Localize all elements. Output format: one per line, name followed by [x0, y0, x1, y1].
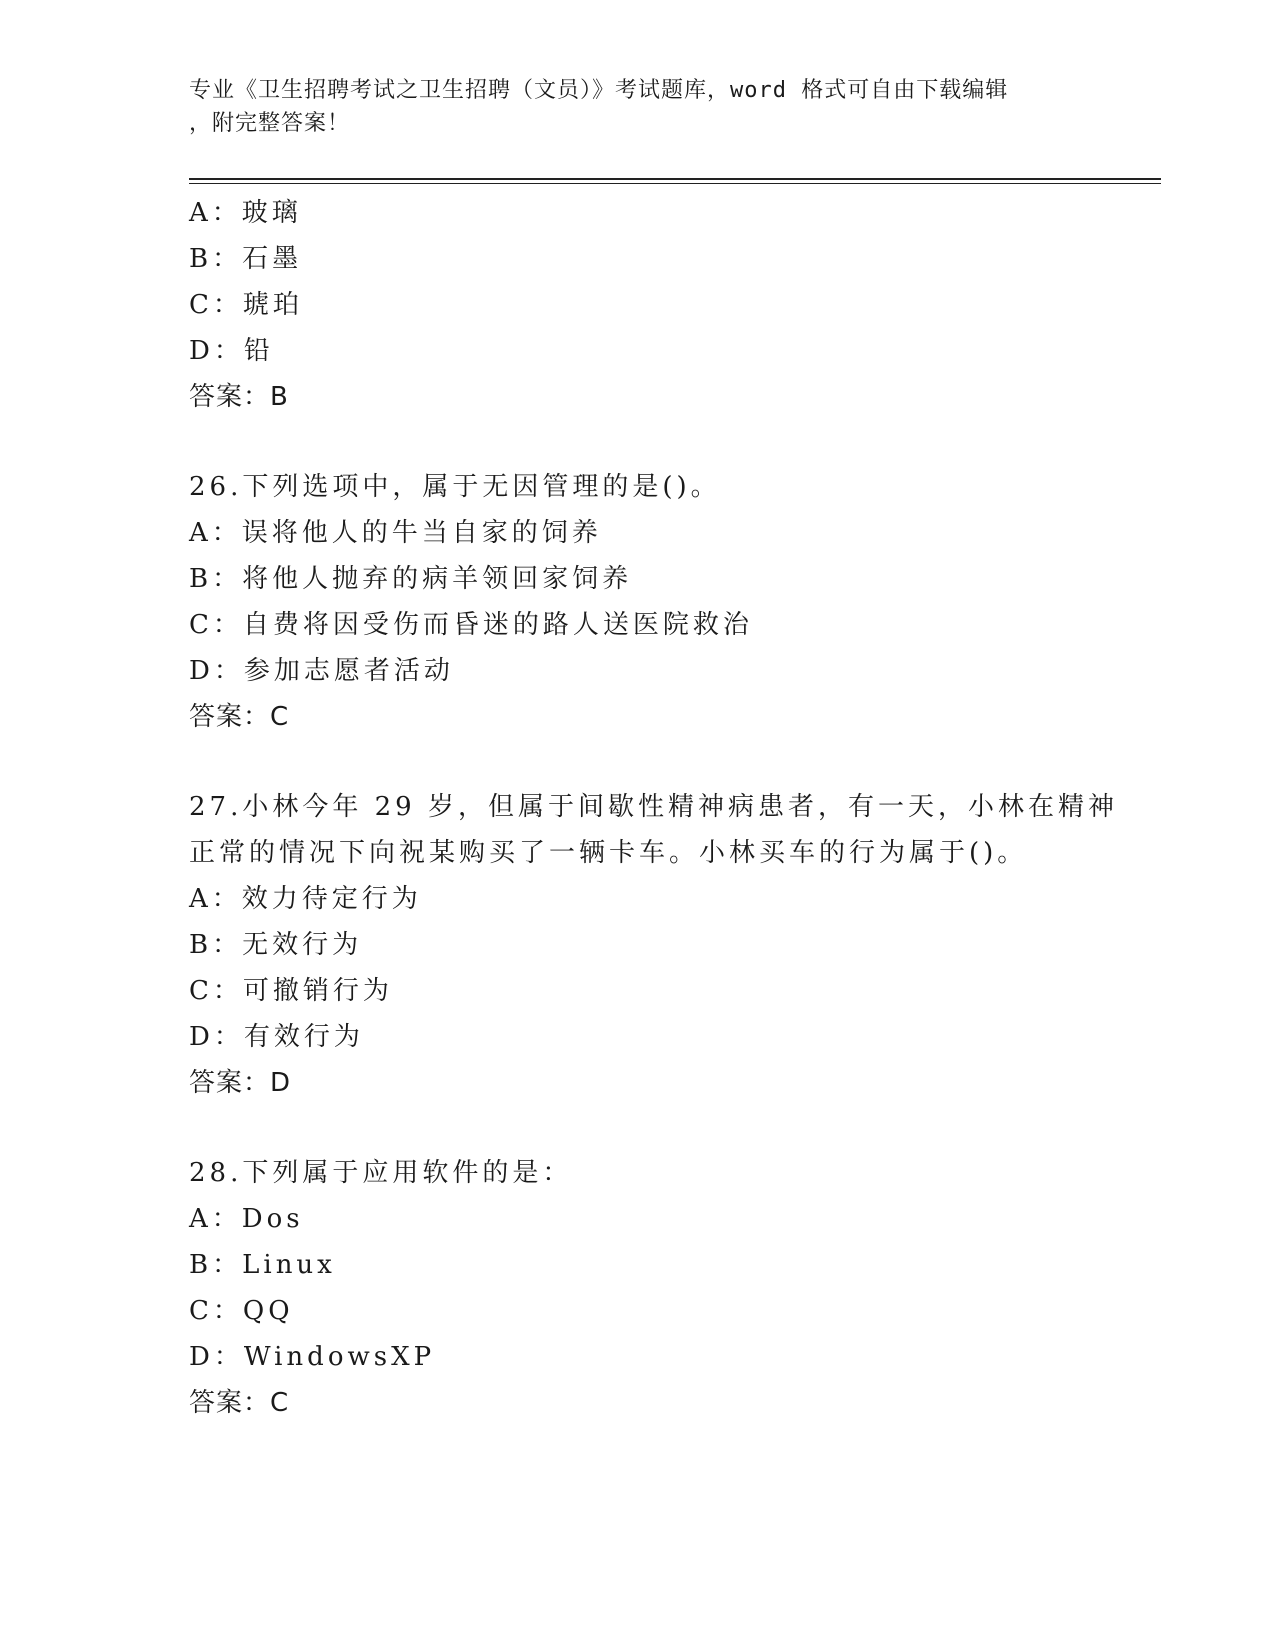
option-a: A：玻璃 [189, 198, 302, 228]
answer-label: 答案：C [189, 702, 290, 732]
option-d: D：参加志愿者活动 [189, 656, 454, 686]
header-divider-thick [189, 178, 1161, 180]
option-d: D：铅 [189, 336, 274, 366]
option-b: B：石墨 [189, 244, 303, 274]
option-d: D：WindowsXP [189, 1342, 436, 1372]
question-stem-line-1: 27.小林今年 29 岁，但属于间歇性精神病患者，有一天，小林在精神 [189, 792, 1118, 822]
question-stem: 28.下列属于应用软件的是： [189, 1158, 573, 1188]
header-line-2: ，附完整答案！ [189, 111, 351, 136]
header-line-1: 专业《卫生招聘考试之卫生招聘（文员）》考试题库，word 格式可自由下载编辑 [189, 78, 1009, 103]
option-a: A：效力待定行为 [189, 884, 422, 914]
header-divider-thin [189, 183, 1161, 184]
option-a: A：误将他人的牛当自家的饲养 [189, 518, 602, 548]
answer-label: 答案：D [189, 1068, 292, 1098]
option-a: A：Dos [189, 1204, 304, 1234]
question-stem: 26.下列选项中，属于无因管理的是()。 [189, 472, 721, 502]
answer-label: 答案：B [189, 382, 289, 412]
page-header [189, 74, 1069, 140]
question-25 [189, 190, 1139, 420]
option-c: C：QQ [189, 1296, 294, 1326]
option-b: B：Linux [189, 1250, 336, 1280]
option-b: B：将他人抛弃的病羊领回家饲养 [189, 564, 633, 594]
option-c: C：可撤销行为 [189, 976, 393, 1006]
question-28 [189, 1150, 1139, 1426]
question-list [189, 190, 1139, 1426]
answer-label: 答案：C [189, 1388, 290, 1418]
question-26 [189, 464, 1139, 740]
option-c: C：琥珀 [189, 290, 303, 320]
spacer [189, 420, 1139, 464]
option-d: D：有效行为 [189, 1022, 364, 1052]
option-b: B：无效行为 [189, 930, 363, 960]
spacer [189, 740, 1139, 784]
spacer [189, 1106, 1139, 1150]
question-stem-line-2: 正常的情况下向祝某购买了一辆卡车。小林买车的行为属于()。 [189, 838, 1028, 868]
option-c: C：自费将因受伤而昏迷的路人送医院救治 [189, 610, 753, 640]
question-27 [189, 784, 1139, 1106]
